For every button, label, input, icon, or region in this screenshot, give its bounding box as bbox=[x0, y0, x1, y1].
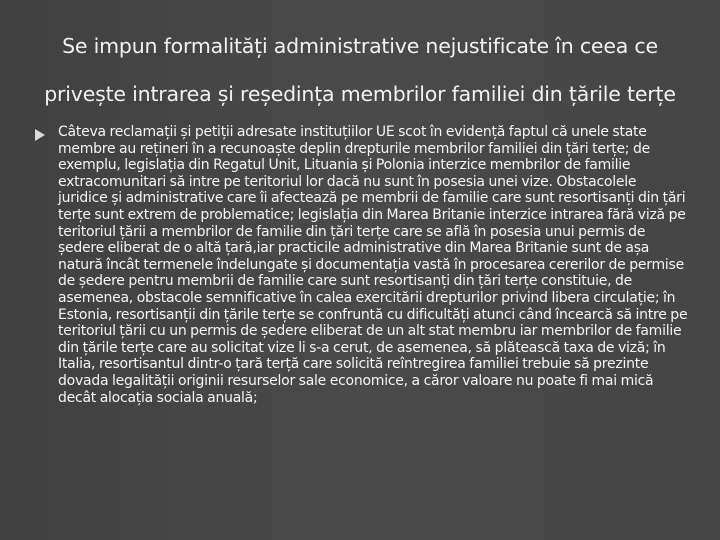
bullet-text: Câteva reclamații și petiții adresate instituțiilor UE scot în evidență faptul că unele state membre au rețineri în a recunoaște deplin drepturile membrilor familiei din țări terțe; de exemplu, legislația din Regatul Unit, Lituania și Polonia interzice membrilor de familie extracomunitari să intre pe teritoriul lor dacă nu sunt în posesia unei vize. Obstacolele juridice și administrative care îi afectează pe membrii de familie care sunt resortisanți din țări terțe sunt extrem de problematice; legislația din Marea Britanie interzice intrarea fără viză pe teritoriul țării a membrilor de familie din țări terțe care se află în posesia unui permis de ședere eliberat de o altă țară,iar practicile administrative din Marea Britanie sunt de așa natură încât termenele îndelungate și documentația vastă în procesarea cererilor de permise de ședere pentru membrii de familie care sunt resortisanți din țări terțe constituie, de asemenea, obstacole semnificative în calea exercitării drepturilor privind libera circulație; în Estonia, resortisanții din țările terțe se confruntă cu dificultăți atunci când încearcă să intre pe teritoriul țării cu un permis de ședere eliberat de un alt stat membru iar membrilor de familie din țările terțe care au solicitat vize li s-a cerut, de asemenea, să plătească taxa de viză; în Italia, resortisantul dintr-o țară terță care solicită reîntregirea familiei trebuie să prezinte dovada legalității originii resurselor sale economice, a căror valoare nu poate fi mai mică decât alocația sociala anuală; bbox=[58, 124, 688, 406]
slide-title: Se impun formalități administrative nejustificate în ceea ce privește intrarea și reședința membrilor familiei din țările terțe bbox=[44, 34, 676, 106]
triangle-bullet-icon bbox=[34, 128, 46, 142]
